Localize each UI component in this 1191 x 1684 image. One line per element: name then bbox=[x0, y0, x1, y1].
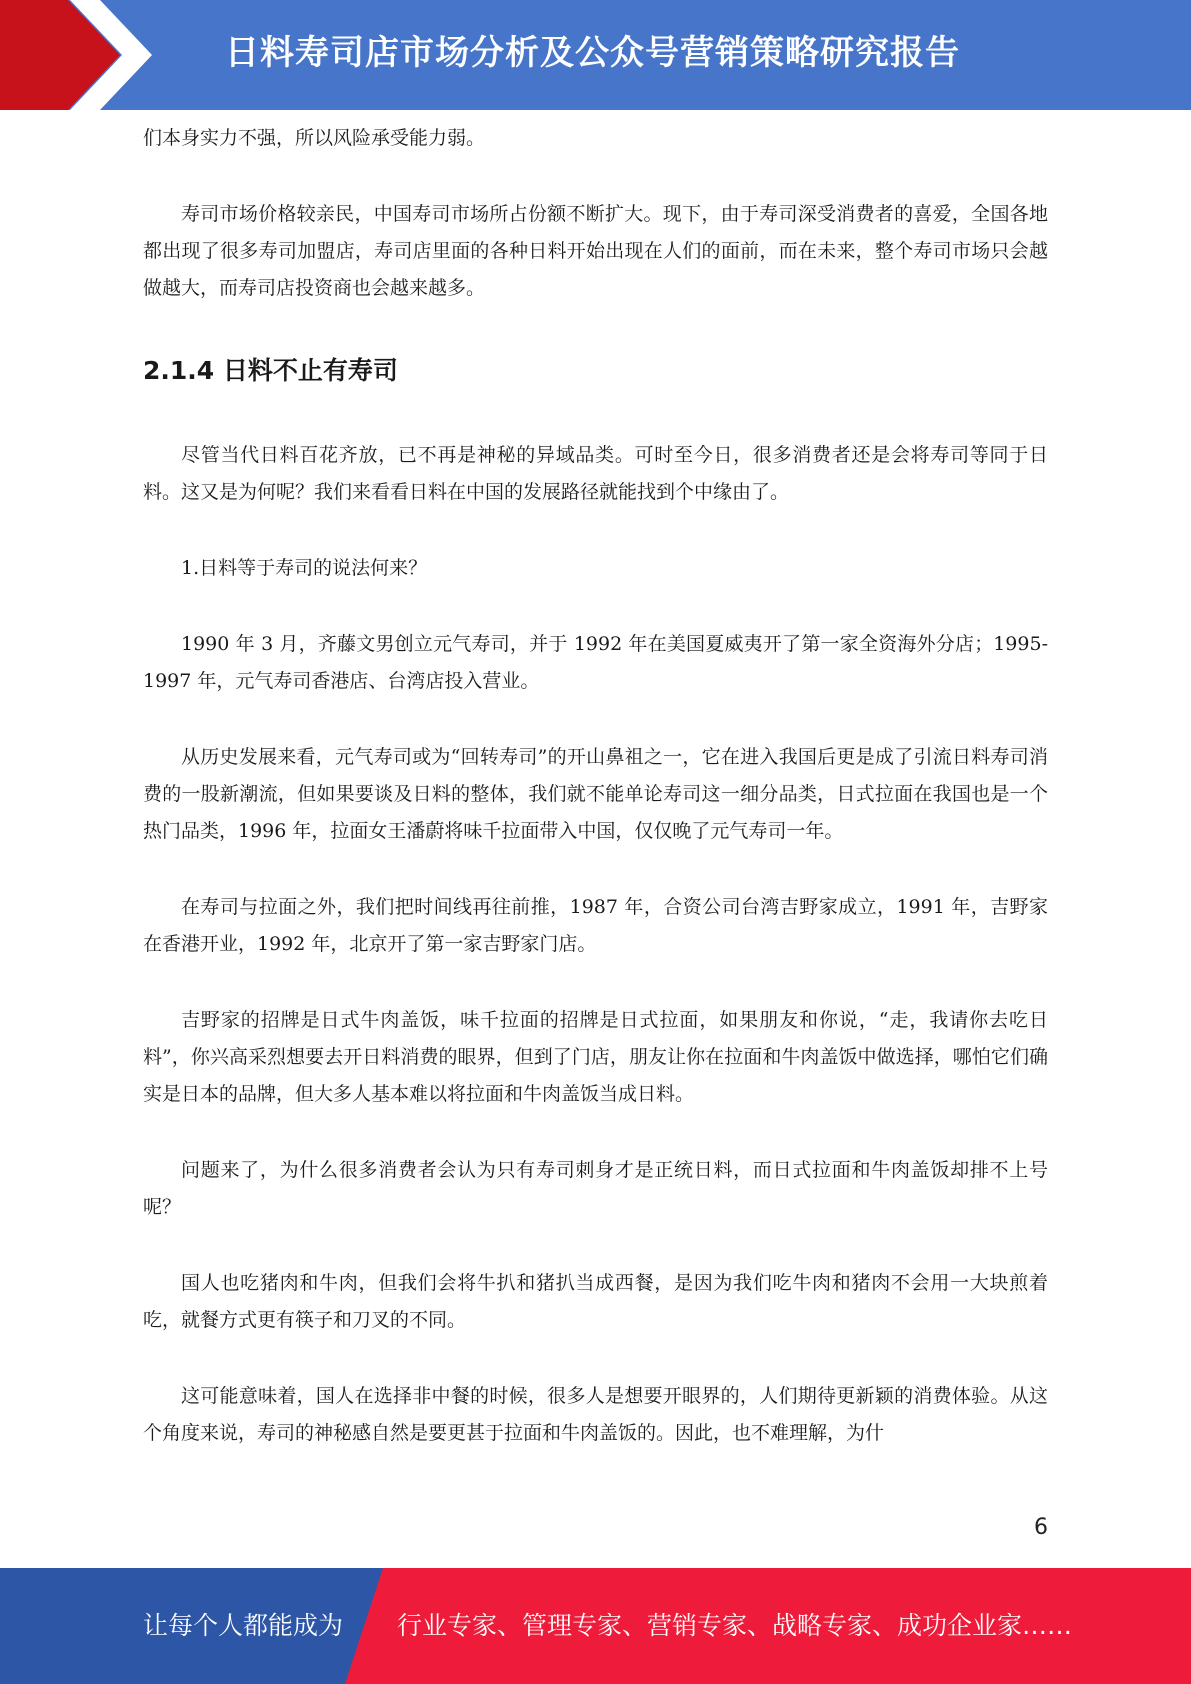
page-number: 6 bbox=[1034, 1515, 1048, 1540]
paragraph: 吉野家的招牌是日式牛肉盖饭，味千拉面的招牌是日式拉面，如果朋友和你说，“走，我请你去吃日料”，你兴高采烈想要去开日料消费的眼界，但到了门店，朋友让你在拉面和牛肉盖饭中做选择，哪怕它们确实是日本的品牌，但大多人基本难以将拉面和牛肉盖饭当成日料。 bbox=[143, 1009, 1048, 1105]
paragraph: 这可能意味着，国人在选择非中餐的时候，很多人是想要开眼界的，人们期待更新颖的消费体验。从这个角度来说，寿司的神秘感自然是要更甚于拉面和牛肉盖饭的。因此，也不难理解，为什 bbox=[143, 1385, 1048, 1444]
footer-slogan-right: 行业专家、管理专家、营销专家、战略专家、成功企业家…… bbox=[397, 1611, 1073, 1640]
paragraph: 1.日料等于寿司的说法何来？ bbox=[181, 557, 428, 579]
page-header bbox=[0, 0, 1191, 110]
section-heading: 2.1.4 日料不止有寿司 bbox=[143, 356, 398, 385]
paragraph: 寿司市场价格较亲民，中国寿司市场所占份额不断扩大。现下，由于寿司深受消费者的喜爱，全国各地都出现了很多寿司加盟店，寿司店里面的各种日料开始出现在人们的面前，而在未来，整个寿司市场只会越做越大，而寿司店投资商也会越来越多。 bbox=[143, 203, 1048, 299]
paragraph: 们本身实力不强，所以风险承受能力弱。 bbox=[143, 127, 486, 149]
header-title: 日料寿司店市场分析及公众号营销策略研究报告 bbox=[225, 33, 960, 73]
page-footer bbox=[0, 1568, 1191, 1684]
paragraph: 从历史发展来看，元气寿司或为“回转寿司”的开山鼻祖之一，它在进入我国后更是成了引流日料寿司消费的一股新潮流，但如果要谈及日料的整体，我们就不能单论寿司这一细分品类，日式拉面在我国也是一个热门品类，1996 年，拉面女王潘蔚将味千拉面带入中国，仅仅晚了元气寿司一年。 bbox=[143, 746, 1048, 842]
paragraph: 问题来了，为什么很多消费者会认为只有寿司刺身才是正统日料，而日式拉面和牛肉盖饭却排不上号呢？ bbox=[143, 1159, 1048, 1218]
footer-slogan-left: 让每个人都能成为 bbox=[143, 1611, 344, 1640]
paragraph: 在寿司与拉面之外，我们把时间线再往前推，1987 年，合资公司台湾吉野家成立，1991 年，吉野家在香港开业，1992 年，北京开了第一家吉野家门店。 bbox=[143, 896, 1048, 955]
paragraph: 尽管当代日料百花齐放，已不再是神秘的异域品类。可时至今日，很多消费者还是会将寿司等同于日料。这又是为何呢？我们来看看日料在中国的发展路径就能找到个中缘由了。 bbox=[143, 444, 1048, 503]
paragraph: 国人也吃猪肉和牛肉，但我们会将牛扒和猪扒当成西餐，是因为我们吃牛肉和猪肉不会用一大块煎着吃，就餐方式更有筷子和刀叉的不同。 bbox=[143, 1272, 1048, 1331]
paragraph: 1990 年 3 月，齐藤文男创立元气寿司，并于 1992 年在美国夏威夷开了第一家全资海外分店；1995-1997 年，元气寿司香港店、台湾店投入营业。 bbox=[143, 633, 1048, 692]
document-body bbox=[143, 120, 1048, 1452]
